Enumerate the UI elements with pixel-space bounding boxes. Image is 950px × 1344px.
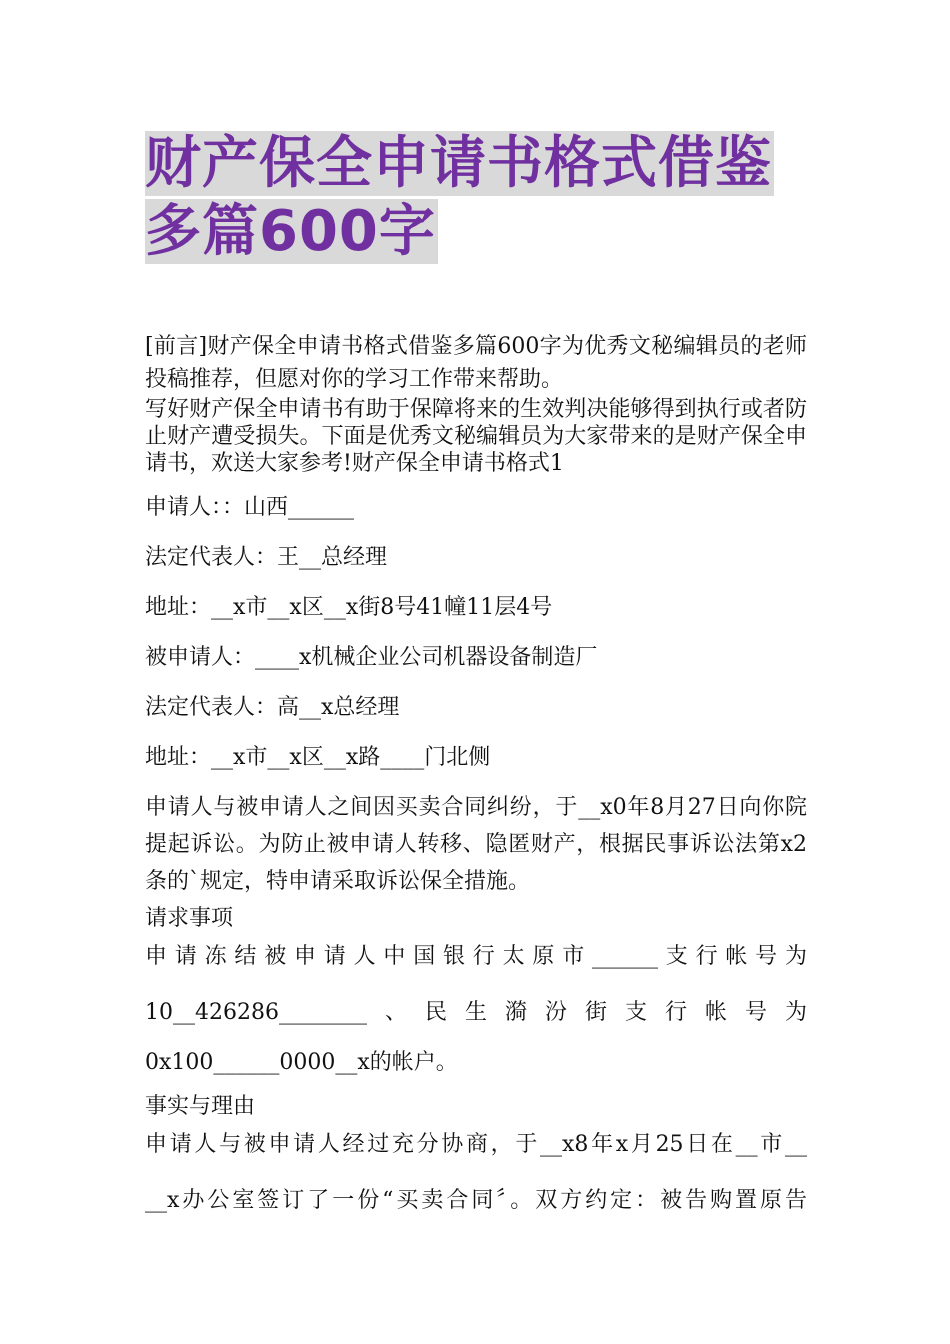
document-page: [145, 130, 807, 1213]
preface-paragraph: [前言]财产保全申请书格式借鉴多篇600字为优秀文秘编辑员的老师投稿推荐，但愿对你的学习工作带来帮助。: [145, 334, 807, 392]
address-line-1: 地址：__x市__x区__x街8号41幢11层4号: [145, 595, 553, 620]
intro-paragraph: 写好财产保全申请书有助于保障将来的生效判决能够得到执行或者防止财产遭受损失。下面是优秀文秘编辑员为大家带来的是财产保全申请书，欢送大家参考!财产保全申请书格式1: [145, 397, 807, 476]
document-body: [145, 330, 807, 1226]
facts-line-1: 申请人与被申请人经过充分协商，于__x8年x月25日在__市__: [145, 1132, 807, 1157]
address-line-2: 地址：__x市__x区__x路____门北侧: [145, 745, 491, 770]
applicant-line: 申请人：：山西______: [145, 495, 355, 520]
document-title: 财产保全申请书格式借鉴多篇600字: [145, 131, 772, 264]
case-paragraph: 申请人与被申请人之间因买卖合同纠纷，于__x0年8月27日向你院提起诉讼。为防止被申请人转移、隐匿财产，根据民事诉讼法第x2条的`规定，特申请采取诉讼保全措施。: [145, 795, 807, 894]
request-heading: 请求事项: [145, 906, 234, 931]
request-line-1: 申请冻结被申请人中国银行太原市______支行帐号为: [145, 944, 807, 969]
facts-line-2: __x办公室签订了一份“买卖合同〞。双方约定：被告购置原告: [145, 1188, 807, 1213]
request-line-2: 10__426286________、民生漪汾街支行帐号为: [145, 1000, 807, 1025]
facts-heading: 事实与理由: [145, 1094, 256, 1119]
request-line-3: 0x100______0000__x的帐户。: [145, 1050, 458, 1075]
legal-rep-line-2: 法定代表人：高__x总经理: [145, 695, 400, 720]
legal-rep-line-1: 法定代表人：王__总经理: [145, 545, 388, 570]
respondent-line: 被申请人：____x机械企业公司机器设备制造厂: [145, 645, 598, 670]
